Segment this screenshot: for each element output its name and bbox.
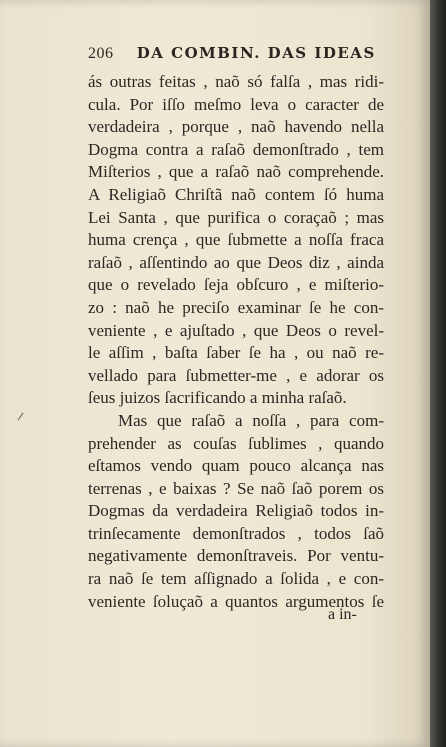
margin-mark (18, 413, 24, 421)
text-line: prehender as couſas ſublimes , quando (88, 433, 384, 453)
text-line: cula. Por iſſo meſmo leva o caracter de (88, 94, 384, 114)
text-line: eſtamos vendo quam pouco alcança nas (88, 456, 384, 476)
text-line: veniente , e ajuſtado , que Deos o revel- (88, 320, 384, 340)
page-edge (430, 0, 446, 747)
text-line: ſeus juizos ſacrificando a minha raſaõ. (88, 388, 347, 408)
page-body (88, 71, 384, 613)
text-line: terrenas , e baixas ? Se naõ ſaõ porem os (88, 478, 384, 498)
text-line: le aſſim , baſta ſaber ſe ha , ou naõ re- (88, 343, 384, 363)
text-line: vellado para ſubmetter-me , e adorar os (88, 365, 384, 385)
text-line: Dogmas da verdadeira Religiaõ todos in- (88, 501, 384, 521)
text-line: A Religiaõ Chriſtã naõ contem ſó huma (88, 184, 384, 204)
text-line: Miſterios , que a raſaõ naõ comprehende. (88, 162, 384, 182)
text-line: negativamente demonſtraveis. Por ventu- (88, 546, 384, 566)
text-line: ra naõ ſe tem aſſignado a ſolida , e con- (88, 569, 384, 589)
text-line: Mas que raſaõ a noſſa , para com- (118, 410, 384, 430)
text-line: que o revelado ſeja obſcuro , e miſterio- (88, 275, 384, 295)
text-line: raſaõ , aſſentindo ao que Deos diz , ainda (88, 252, 384, 272)
text-line: zo : naõ he preciſo examinar ſe he con- (88, 297, 384, 317)
text-line: ás outras feitas , naõ só falſa , mas ridi- (88, 72, 384, 91)
page-number: 206 (88, 45, 114, 62)
running-title: DA COMBIN. DAS IDEAS (136, 44, 376, 62)
text-line: veniente ſoluçaõ a quantos argumentos ſe (88, 591, 384, 611)
text-line: trinſecamente demonſtrados , todos ſaõ (88, 523, 384, 543)
text-line: Lei Santa , que purifica o coraçaõ ; mas (88, 207, 384, 227)
catchword: a in- (328, 606, 357, 623)
text-line: verdadeira , porque , naõ havendo nella (88, 117, 384, 137)
text-line: Dogma contra a raſaõ demonſtrado , tem (88, 139, 384, 159)
text-line: huma crença , que ſubmette a noſſa fraca (88, 230, 384, 250)
running-header (88, 44, 388, 63)
